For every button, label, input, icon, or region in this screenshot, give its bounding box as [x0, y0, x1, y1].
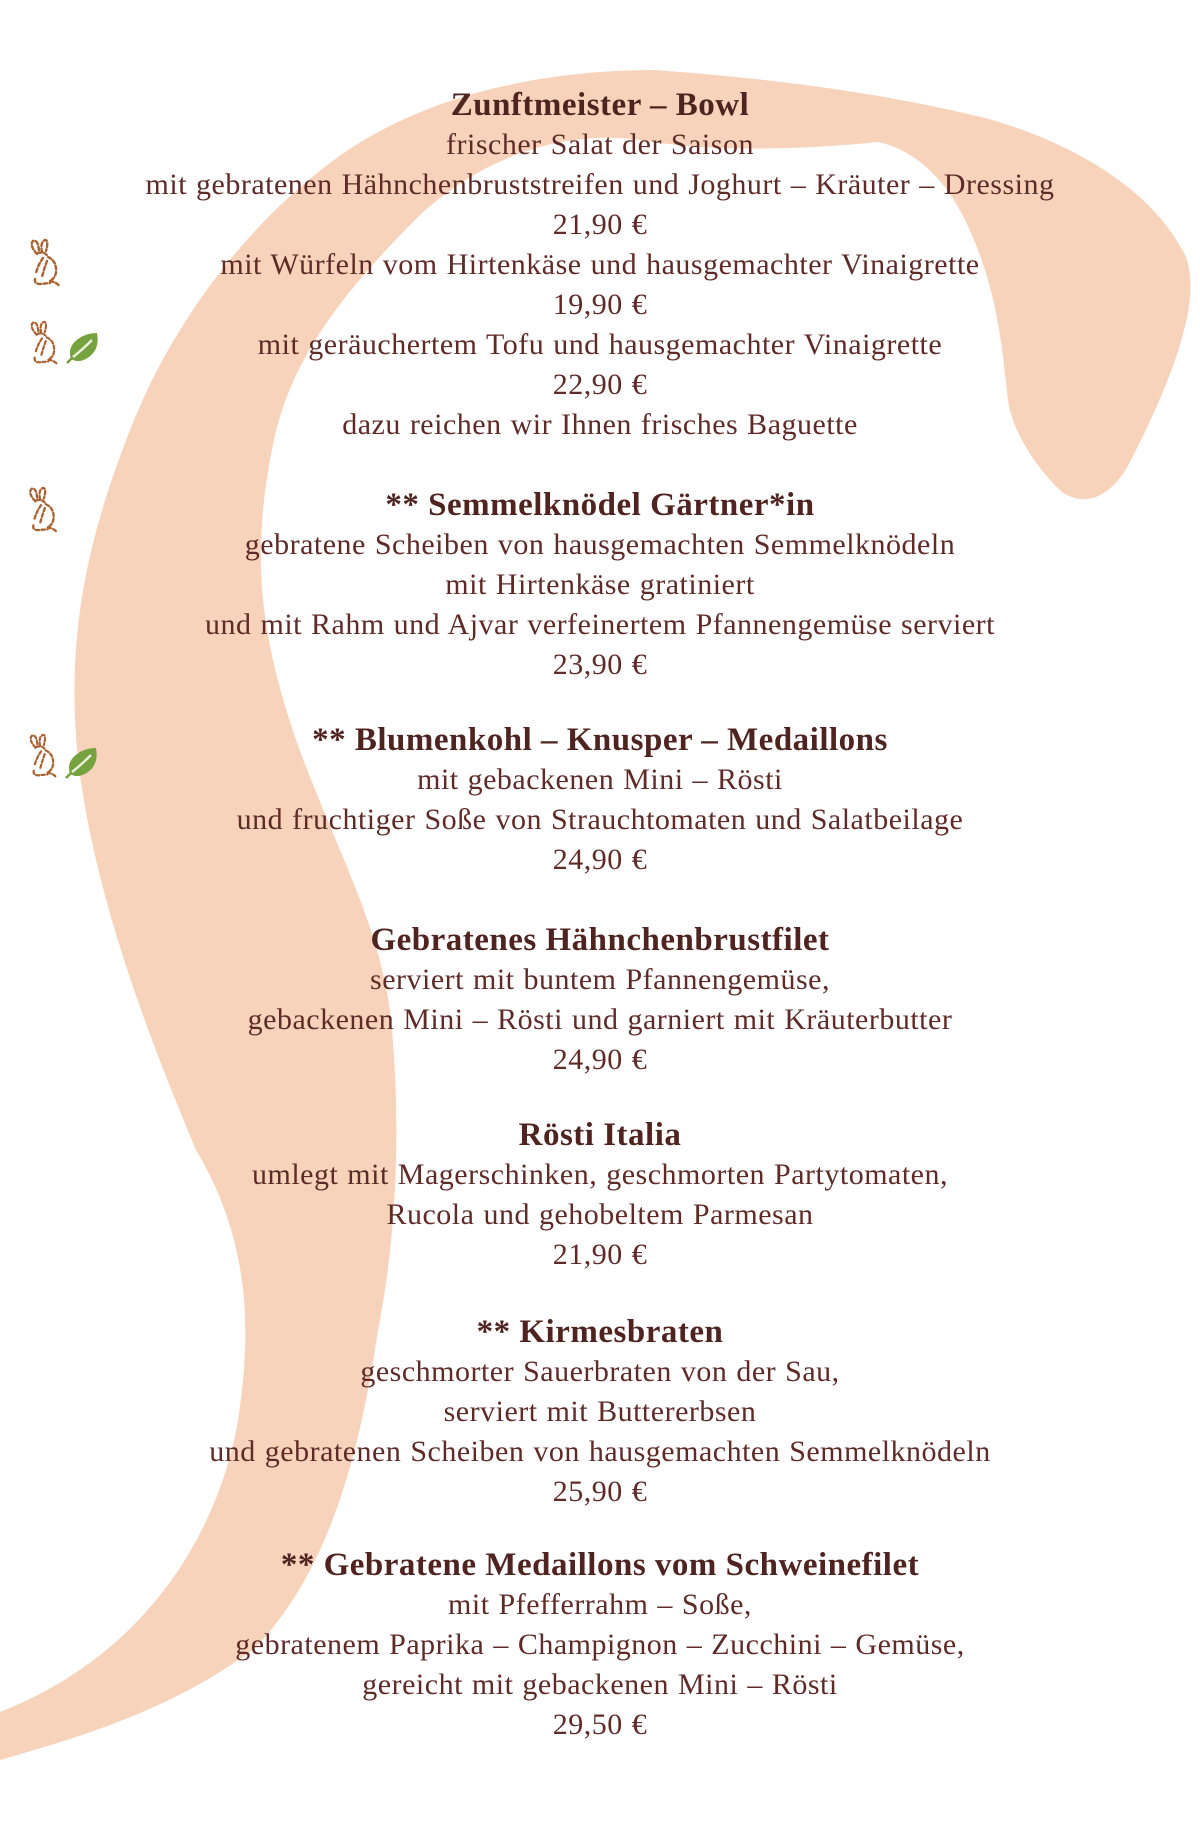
marker-hare-1 [26, 238, 62, 288]
price-line: 21,90 € [552, 1238, 648, 1271]
marker-leaf-4 [65, 745, 99, 779]
hare-icon [24, 733, 60, 779]
section-title: ** Kirmesbraten [476, 1314, 724, 1350]
menu-line: frischer Salat der Saison [446, 128, 754, 161]
menu-section-roesti-italia [0, 1115, 1200, 1275]
price-line: 21,90 € [552, 208, 648, 241]
section-title: Rösti Italia [518, 1117, 682, 1153]
leaf-icon [66, 330, 100, 364]
price-line: 25,90 € [552, 1475, 648, 1508]
price-line: 24,90 € [552, 843, 648, 876]
menu-section-haehnchenbrustfilet [0, 920, 1200, 1080]
menu-line: mit gebratenen Hähnchenbruststreifen und Joghurt – Kräuter – Dressing [145, 168, 1055, 201]
marker-hare-2 [25, 320, 61, 366]
menu-line: und gebratenen Scheiben von hausgemachten Semmelknödeln [209, 1435, 991, 1468]
menu-line: umlegt mit Magerschinken, geschmorten Partytomaten, [251, 1158, 948, 1191]
marker-leaf-2 [66, 330, 100, 364]
menu-line: und fruchtiger Soße von Strauchtomaten und Salatbeilage [236, 803, 964, 836]
section-title: ** Gebratene Medaillons vom Schweinefilet [280, 1547, 920, 1583]
menu-line: Rucola und gehobeltem Parmesan [386, 1198, 814, 1231]
price-line: 29,50 € [552, 1708, 648, 1741]
menu-section-zunftmeister-bowl [0, 85, 1200, 445]
price-line: 22,90 € [552, 368, 648, 401]
menu-section-blumenkohl [0, 720, 1200, 880]
menu-line: serviert mit Buttererbsen [443, 1395, 757, 1428]
menu-section-semmelknoedel [0, 485, 1200, 685]
menu-line: gebratene Scheiben von hausgemachten Semmelknödeln [244, 528, 956, 561]
menu-line: geschmorter Sauerbraten von der Sau, [360, 1355, 840, 1388]
menu-line: mit Pfefferrahm – Soße, [448, 1588, 752, 1621]
marker-hare-3 [24, 486, 60, 534]
hare-icon [26, 238, 62, 288]
hare-icon [24, 486, 60, 534]
price-line: 24,90 € [552, 1043, 648, 1076]
menu-line: gebratenem Paprika – Champignon – Zucchini – Gemüse, [235, 1628, 965, 1661]
leaf-icon [65, 745, 99, 779]
menu-line: gereicht mit gebackenen Mini – Rösti [362, 1668, 838, 1701]
menu-line: gebackenen Mini – Rösti und garniert mit Kräuterbutter [247, 1003, 953, 1036]
menu-line: mit gebackenen Mini – Rösti [417, 763, 783, 796]
menu-line: und mit Rahm und Ajvar verfeinertem Pfannengemüse serviert [205, 608, 995, 641]
section-title: Gebratenes Hähnchenbrustfilet [370, 922, 830, 958]
menu-line: dazu reichen wir Ihnen frisches Baguette [342, 408, 858, 441]
section-title: Zunftmeister – Bowl [450, 87, 750, 123]
marker-hare-4 [24, 733, 60, 779]
menu-section-schweinefilet [0, 1545, 1200, 1745]
section-title: ** Semmelknödel Gärtner*in [385, 487, 815, 523]
price-line: 23,90 € [552, 648, 648, 681]
menu-line: mit Würfeln vom Hirtenkäse und hausgemachter Vinaigrette [220, 248, 980, 281]
menu-line: mit Hirtenkäse gratiniert [445, 568, 755, 601]
hare-icon [25, 320, 61, 366]
menu-line: serviert mit buntem Pfannengemüse, [370, 963, 830, 996]
menu-line: mit geräuchertem Tofu und hausgemachter Vinaigrette [257, 328, 943, 361]
section-title: ** Blumenkohl – Knusper – Medaillons [312, 722, 888, 758]
price-line: 19,90 € [552, 288, 648, 321]
menu-section-kirmesbraten [0, 1312, 1200, 1512]
